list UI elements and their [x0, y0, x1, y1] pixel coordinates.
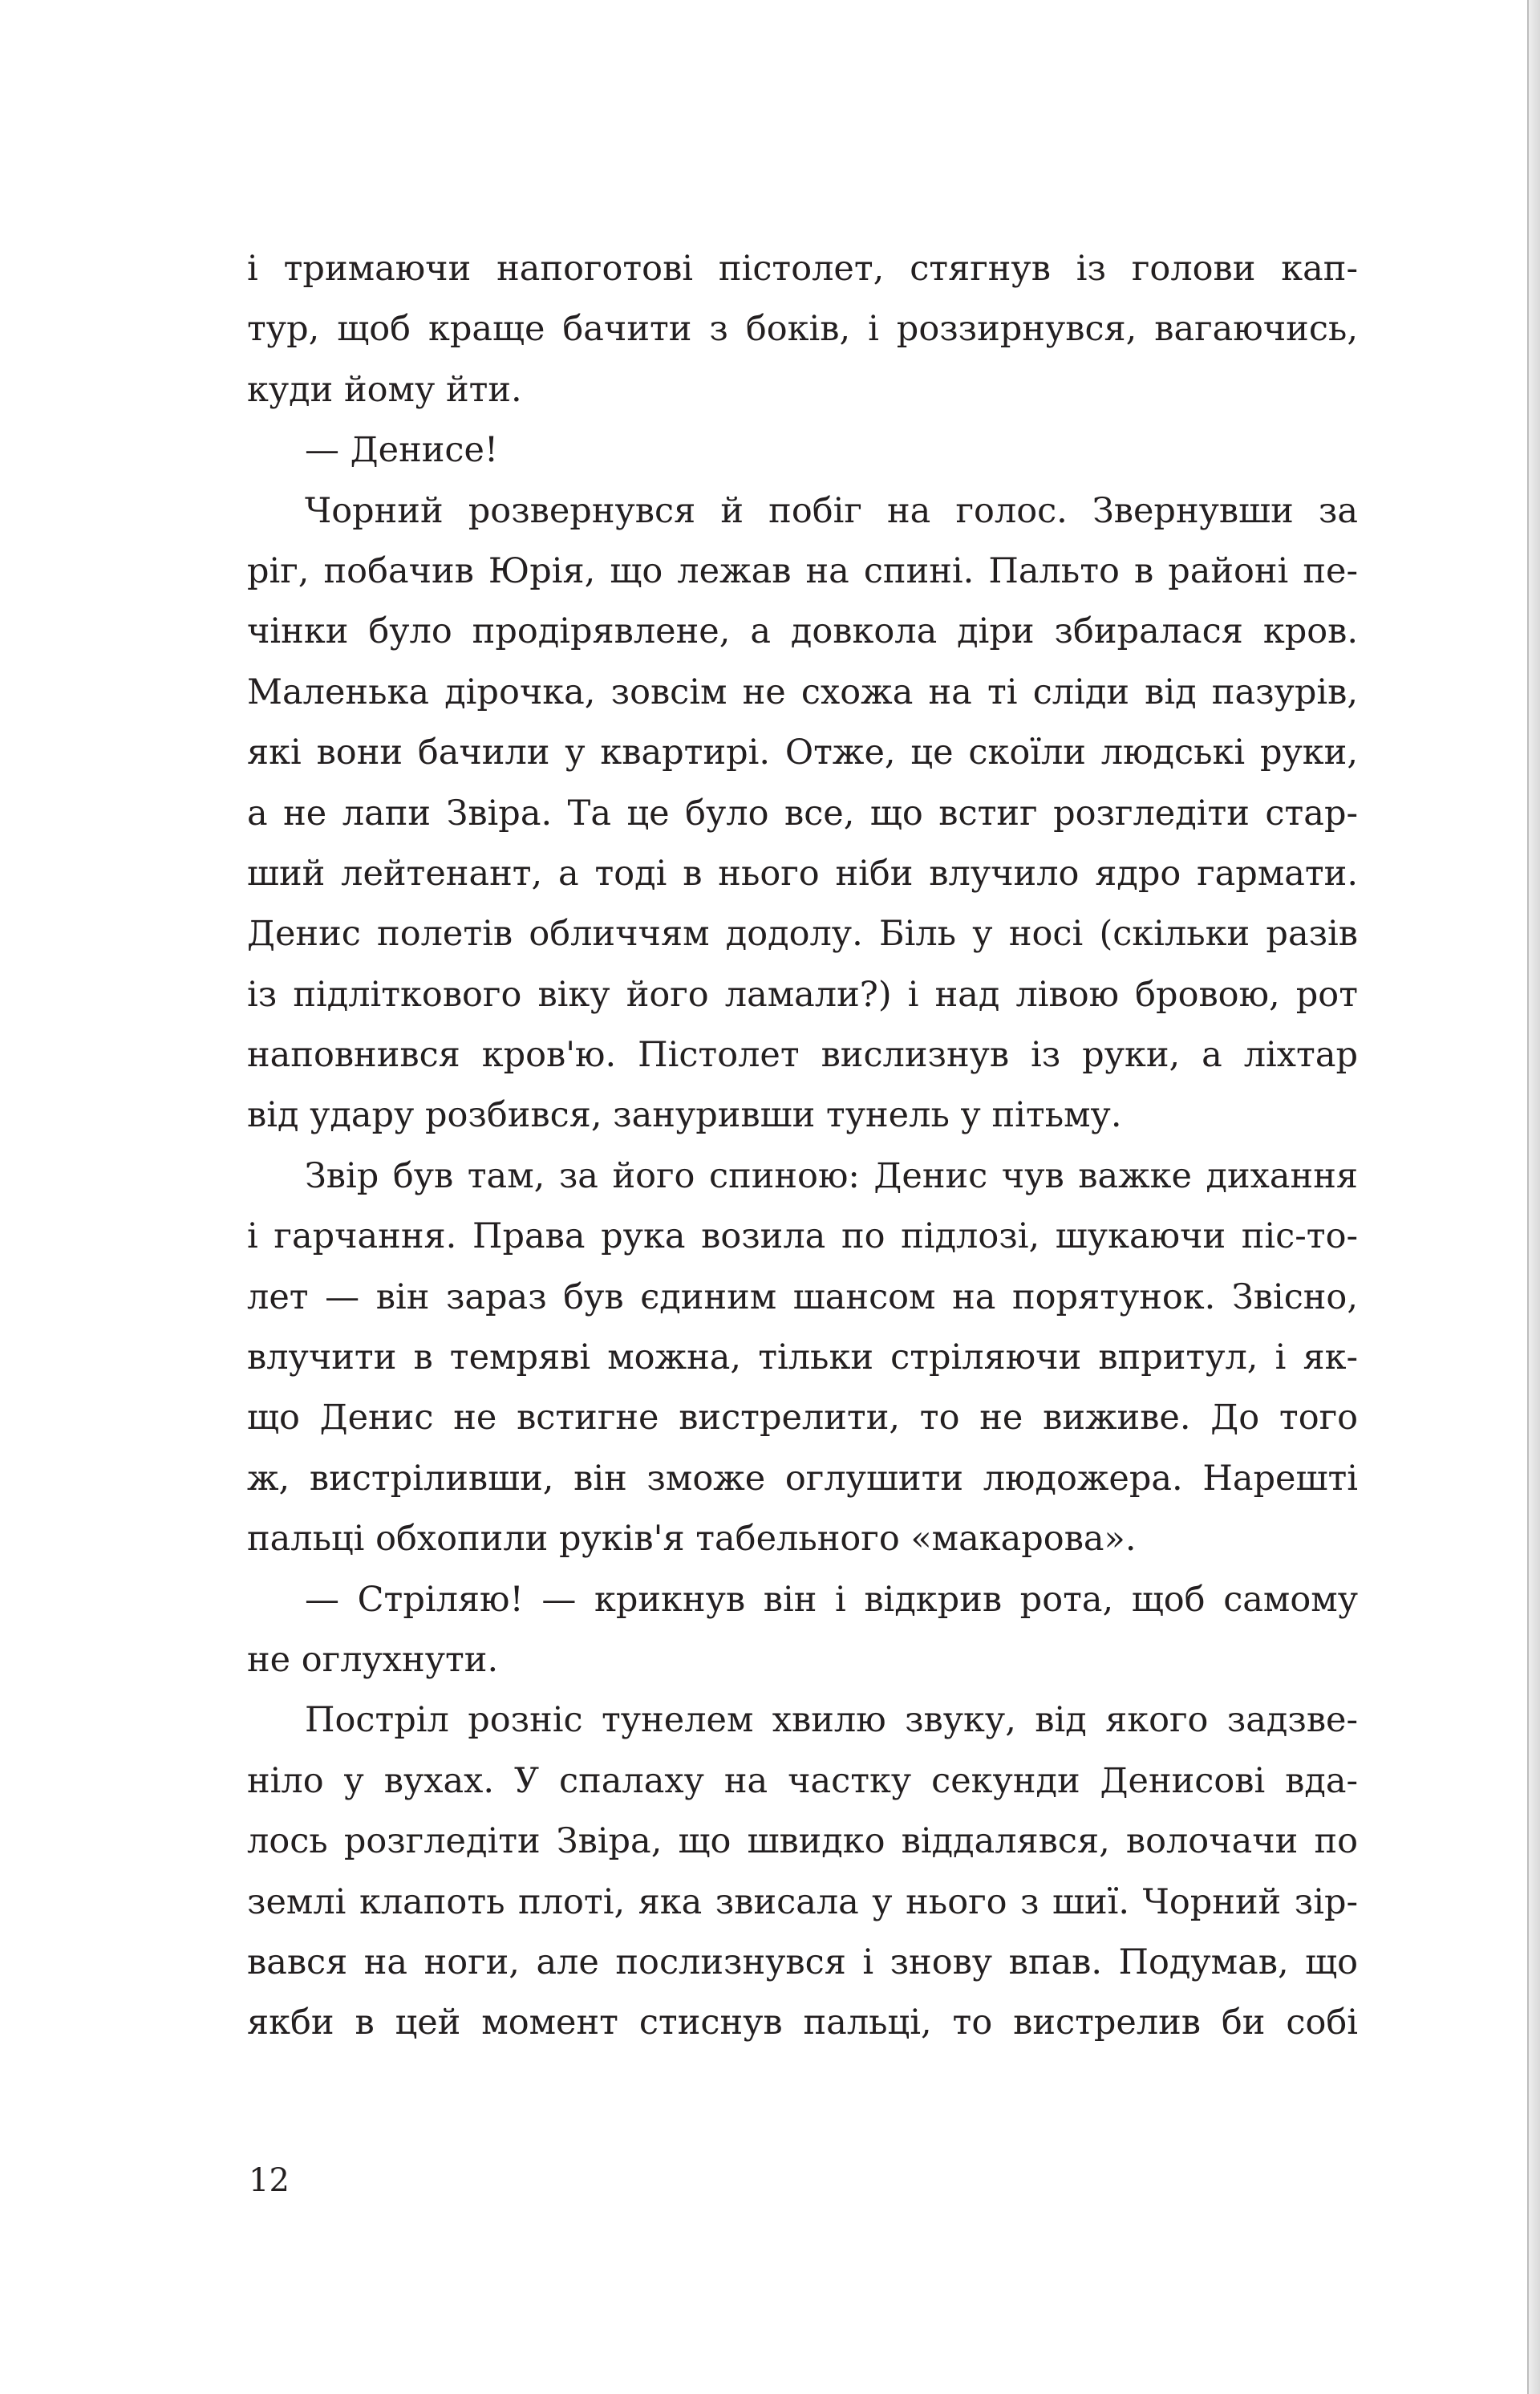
page-number: 12 [249, 2162, 290, 2199]
text-line: землі клапоть плоті, яка звисала у нього з шиї. Чорний зір- [247, 1881, 1358, 1922]
text-line: і тримаючи напоготові пістолет, стягнув із голови кап- [247, 249, 1358, 289]
text-line: — Денисе! [305, 430, 499, 471]
text-line: влучити в темряві можна, тільки стріляючи впритул, і як- [247, 1337, 1358, 1378]
text-line: які вони бачили у квартирі. Отже, це скоїли людські руки, [247, 732, 1358, 773]
page-edge [1527, 0, 1540, 2394]
text-line: наповнився кров'ю. Пістолет вислизнув із руки, а ліхтар [247, 1035, 1358, 1076]
body-text [247, 239, 1358, 2054]
text-line: куди йому йти. [247, 369, 522, 410]
text-line: не оглухнути. [247, 1639, 499, 1680]
text-line: від удару розбився, зануривши тунель у пітьму. [247, 1095, 1122, 1136]
text-line: — Стріляю! — крикнув він і відкрив рота, щоб самому [305, 1579, 1358, 1620]
text-line: ший лейтенант, а тоді в нього ніби влучило ядро гармати. [247, 853, 1358, 894]
text-line: і гарчання. Права рука возила по підлозі, шукаючи піс-то- [247, 1216, 1358, 1257]
text-line: лет — він зараз був єдиним шансом на порятунок. Звісно, [247, 1276, 1358, 1317]
text-line: тур, щоб краще бачити з боків, і роззирнувся, вагаючись, [247, 309, 1358, 350]
text-line: Чорний розвернувся й побіг на голос. Звернувши за [305, 490, 1358, 531]
text-line: Маленька дірочка, зовсім не схожа на ті сліди від пазурів, [247, 672, 1358, 712]
text-line: Звір був там, за його спиною: Денис чув важке дихання [305, 1155, 1358, 1196]
text-line: пальці обхопили руків'я табельного «макарова». [247, 1519, 1137, 1560]
text-line: вався на ноги, але послизнувся і знову впав. Подумав, що [247, 1942, 1358, 1982]
text-line: чінки було продірявлене, а довкола діри збиралася кров. [247, 611, 1358, 652]
text-line: ж, вистріливши, він зможе оглушити людожера. Нарешті [247, 1458, 1358, 1499]
text-line: із підліткового віку його ламали?) і над лівою бровою, рот [247, 974, 1358, 1015]
text-line: ніло у вухах. У спалаху на частку секунди Денисові вда- [247, 1760, 1358, 1801]
text-line: Постріл розніс тунелем хвилю звуку, від якого задзве- [305, 1700, 1358, 1741]
text-line: а не лапи Звіра. Та це було все, що встиг розгледіти стар- [247, 793, 1358, 834]
text-line: ріг, побачив Юрія, що лежав на спині. Пальто в районі пе- [247, 550, 1358, 591]
text-line: якби в цей момент стиснув пальці, то вистрелив би собі [247, 2002, 1358, 2043]
text-line: що Денис не встигне вистрелити, то не виживе. До того [247, 1398, 1358, 1438]
text-line: Денис полетів обличчям додолу. Біль у носі (скільки разів [247, 914, 1358, 955]
text-line: лось розгледіти Звіра, що швидко віддалявся, волочачи по [247, 1821, 1358, 1862]
